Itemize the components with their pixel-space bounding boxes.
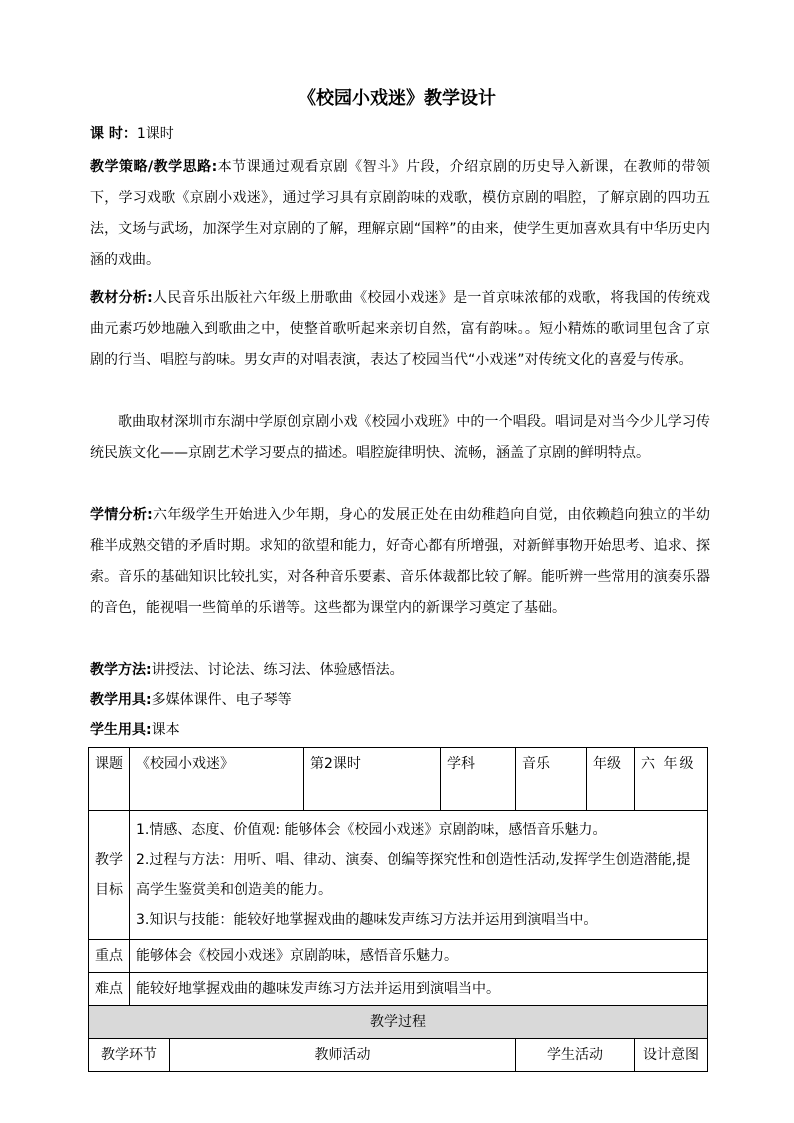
process-col-teacher: 教师活动: [170, 1039, 516, 1072]
student-tools-text: 课本: [151, 722, 180, 738]
methods-label: 教学方法:: [90, 662, 152, 678]
student-tools-label: 学生用具:: [90, 722, 152, 738]
students-paragraph: [90, 500, 710, 624]
material-text: 人民音乐出版社六年级上册歌曲《校园小戏迷》是一首京味浓郁的戏歌，将我国的传统戏曲元素巧妙地融入到歌曲之中，使整首歌听起来亲切自然，富有韵味。。短小精炼的歌词里包含了京剧的行当、唱腔与韵味。男女声的对唱表演，表达了校园当代“小戏迷”对传统文化的喜爱与传承。: [90, 290, 711, 368]
tools-line: [90, 690, 292, 710]
process-header-cell: 教学过程: [89, 1006, 708, 1039]
topic-label-cell: 课题: [89, 748, 130, 811]
material-label: 教材分析:: [90, 290, 153, 306]
table-row: [89, 973, 708, 1006]
lesson-time-label: 课 时：: [90, 126, 137, 142]
topic-value-cell: 《校园小戏迷》: [130, 748, 304, 811]
goal-item: 3.知识与技能：能较好地掌握戏曲的趣味发声练习方法并运用到演唱当中。: [136, 912, 598, 928]
grade-value-cell: 六 年级: [635, 748, 708, 811]
methods-text: 讲授法、讨论法、练习法、体验感悟法。: [151, 662, 404, 678]
table-row: [89, 748, 708, 811]
table-row: [89, 940, 708, 973]
process-col-stage: 教学环节: [89, 1039, 170, 1072]
grade-label-cell: 年级: [587, 748, 635, 811]
subject-label-cell: 学科: [441, 748, 516, 811]
key-label-cell: 重点: [89, 940, 130, 973]
table-row: [89, 811, 708, 940]
tools-label: 教学用具:: [90, 692, 152, 708]
goals-label: 教学目标: [95, 852, 123, 898]
student-tools-line: [90, 720, 180, 740]
lesson-time: [90, 124, 174, 144]
period-cell: 第2课时: [304, 748, 441, 811]
students-label: 学情分析:: [90, 507, 153, 523]
students-text: 六年级学生开始进入少年期，身心的发展正处在由幼稚趋向自觉，由依赖趋向独立的半幼稚半成熟交错的矛盾时期。求知的欲望和能力，好奇心都有所增强，对新鲜事物开始思考、追求、探索。音乐的基础知识比较扎实，对各种音乐要素、音乐体裁都比较了解。能听辨一些常用的演奏乐器的音色，能视唱一些简单的乐谱等。这些都为课堂内的新课学习奠定了基础。: [90, 507, 711, 616]
process-col-student: 学生活动: [516, 1039, 635, 1072]
strategy-text: 本节课通过观看京剧《智斗》片段，介绍京剧的历史导入新课，在教师的带领下，学习戏歌《京剧小戏迷》，通过学习具有京剧韵味的戏歌，模仿京剧的唱腔，了解京剧的四功五法，文场与武场，加深学生对京剧的了解，理解京剧“国粹”的由来，使学生更加喜欢具有中华历史内涵的戏曲。: [90, 159, 710, 268]
tools-text: 多媒体课件、电子琴等: [151, 692, 292, 708]
process-col-intent: 设计意图: [635, 1039, 708, 1072]
lesson-time-value: 1课时: [136, 126, 174, 142]
difficulty-text-cell: 能较好地掌握戏曲的趣味发声练习方法并运用到演唱当中。: [130, 973, 708, 1006]
document-title: 《校园小戏迷》教学设计: [298, 88, 496, 109]
table-row: [89, 1039, 708, 1072]
goals-cell: [130, 811, 708, 940]
goal-item: 1.情感、态度、价值观: 能够体会《校园小戏迷》京剧韵味，感悟音乐魅力。: [136, 822, 607, 838]
table-row: [89, 1006, 708, 1039]
strategy-paragraph: [90, 152, 710, 276]
goal-item: 2.过程与方法：用听、唱、律动、演奏、创编等探究性和创造性活动,发挥学生创造潜能,提高学生鉴赏美和创造美的能力。: [136, 852, 691, 898]
subject-value-cell: 音乐: [516, 748, 587, 811]
strategy-label: 教学策略/教学思路:: [90, 159, 218, 175]
lesson-plan-table: [88, 747, 708, 1072]
material-paragraph-2: 歌曲取材深圳市东湖中学原创京剧小戏《校园小戏班》中的一个唱段。唱词是对当今少儿学习传统民族文化——京剧艺术学习要点的描述。唱腔旋律明快、流畅，涵盖了京剧的鲜明特点。: [90, 414, 710, 461]
goals-label-cell: [89, 811, 130, 940]
key-text-cell: 能够体会《校园小戏迷》京剧韵味，感悟音乐魅力。: [130, 940, 708, 973]
methods-line: [90, 660, 404, 680]
material-paragraph: [90, 283, 710, 376]
difficulty-label-cell: 难点: [89, 973, 130, 1006]
